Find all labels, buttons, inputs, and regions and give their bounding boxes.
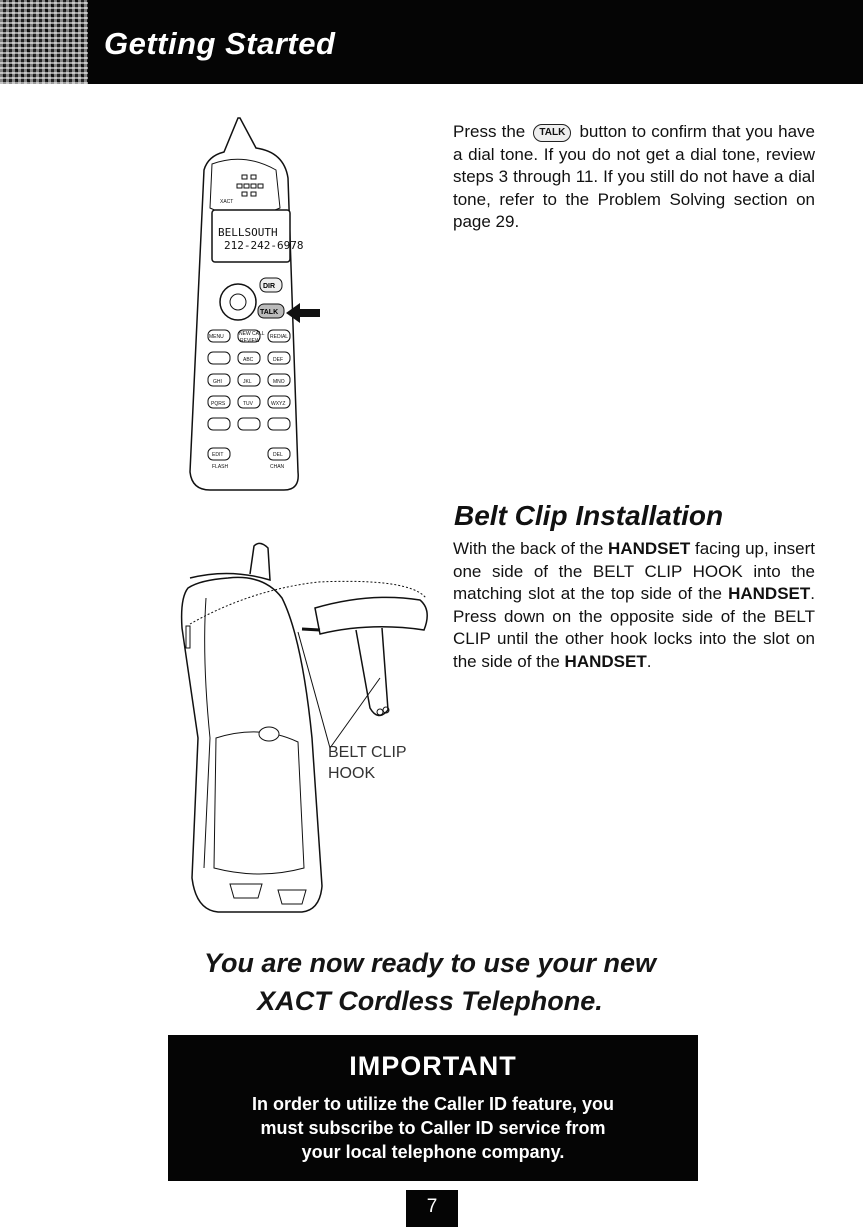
belt-clip-heading: Belt Clip Installation xyxy=(454,500,724,531)
key-redial: REDIAL xyxy=(270,334,289,340)
key-mno: MNO xyxy=(273,379,285,385)
talk-arrow-icon xyxy=(286,302,320,324)
important-notice xyxy=(168,1035,698,1181)
key-new-call: NEW CALL xyxy=(239,331,265,337)
key-flash: FLASH xyxy=(212,464,229,470)
key-jkl: JKL xyxy=(243,379,252,385)
key-menu: MENU xyxy=(209,334,224,340)
screen-name: BELLSOUTH xyxy=(218,226,278,239)
belt-clip-hook-label: BELT CLIP HOOK xyxy=(328,744,407,782)
important-title: IMPORTANT xyxy=(349,1051,517,1081)
key-del: DEL xyxy=(273,452,283,458)
key-pqrs: PQRS xyxy=(211,401,226,407)
phone-brand: XACT xyxy=(220,199,234,205)
header-bar xyxy=(0,0,863,84)
belt-clip-instructions: With the back of the HANDSET facing up, insert one side of the BELT CLIP HOOK into the matching slot at the top side of the HANDSET. Press down on the opposite side of the BELT CLIP until the other hook locks into the slot on the side of the HANDSET. xyxy=(453,539,816,671)
page-title: Getting Started xyxy=(104,26,336,61)
important-body: In order to utilize the Caller ID feature, you must subscribe to Caller ID service from your local telephone company. xyxy=(251,1094,615,1162)
key-abc: ABC xyxy=(243,357,254,363)
key-def: DEF xyxy=(273,357,283,363)
ready-message: You are now ready to use your new XACT Cordless Telephone. xyxy=(203,948,657,1016)
talk-button-icon: TALK xyxy=(533,124,571,142)
header-pattern xyxy=(0,0,88,84)
handset-back-illustration xyxy=(170,538,440,922)
key-dir: DIR xyxy=(263,283,276,290)
page-number: 7 xyxy=(406,1190,458,1227)
talk-instruction: Press the TALK button to confirm that you have a dial tone. If you do not get a dial tone, review steps 3 through 11. If you still do not have a dial tone, refer to the Problem Solving section on page 29. xyxy=(453,122,815,231)
key-talk: TALK xyxy=(260,309,279,316)
key-chan: CHAN xyxy=(270,464,285,470)
key-wxyz: WXYZ xyxy=(271,401,286,407)
key-ghi: GHI xyxy=(213,379,222,385)
key-tuv: TUV xyxy=(243,401,253,407)
screen-number: 212-242-6978 xyxy=(224,239,304,252)
key-edit: EDIT xyxy=(212,452,224,458)
key-review: REVIEW xyxy=(240,338,260,344)
